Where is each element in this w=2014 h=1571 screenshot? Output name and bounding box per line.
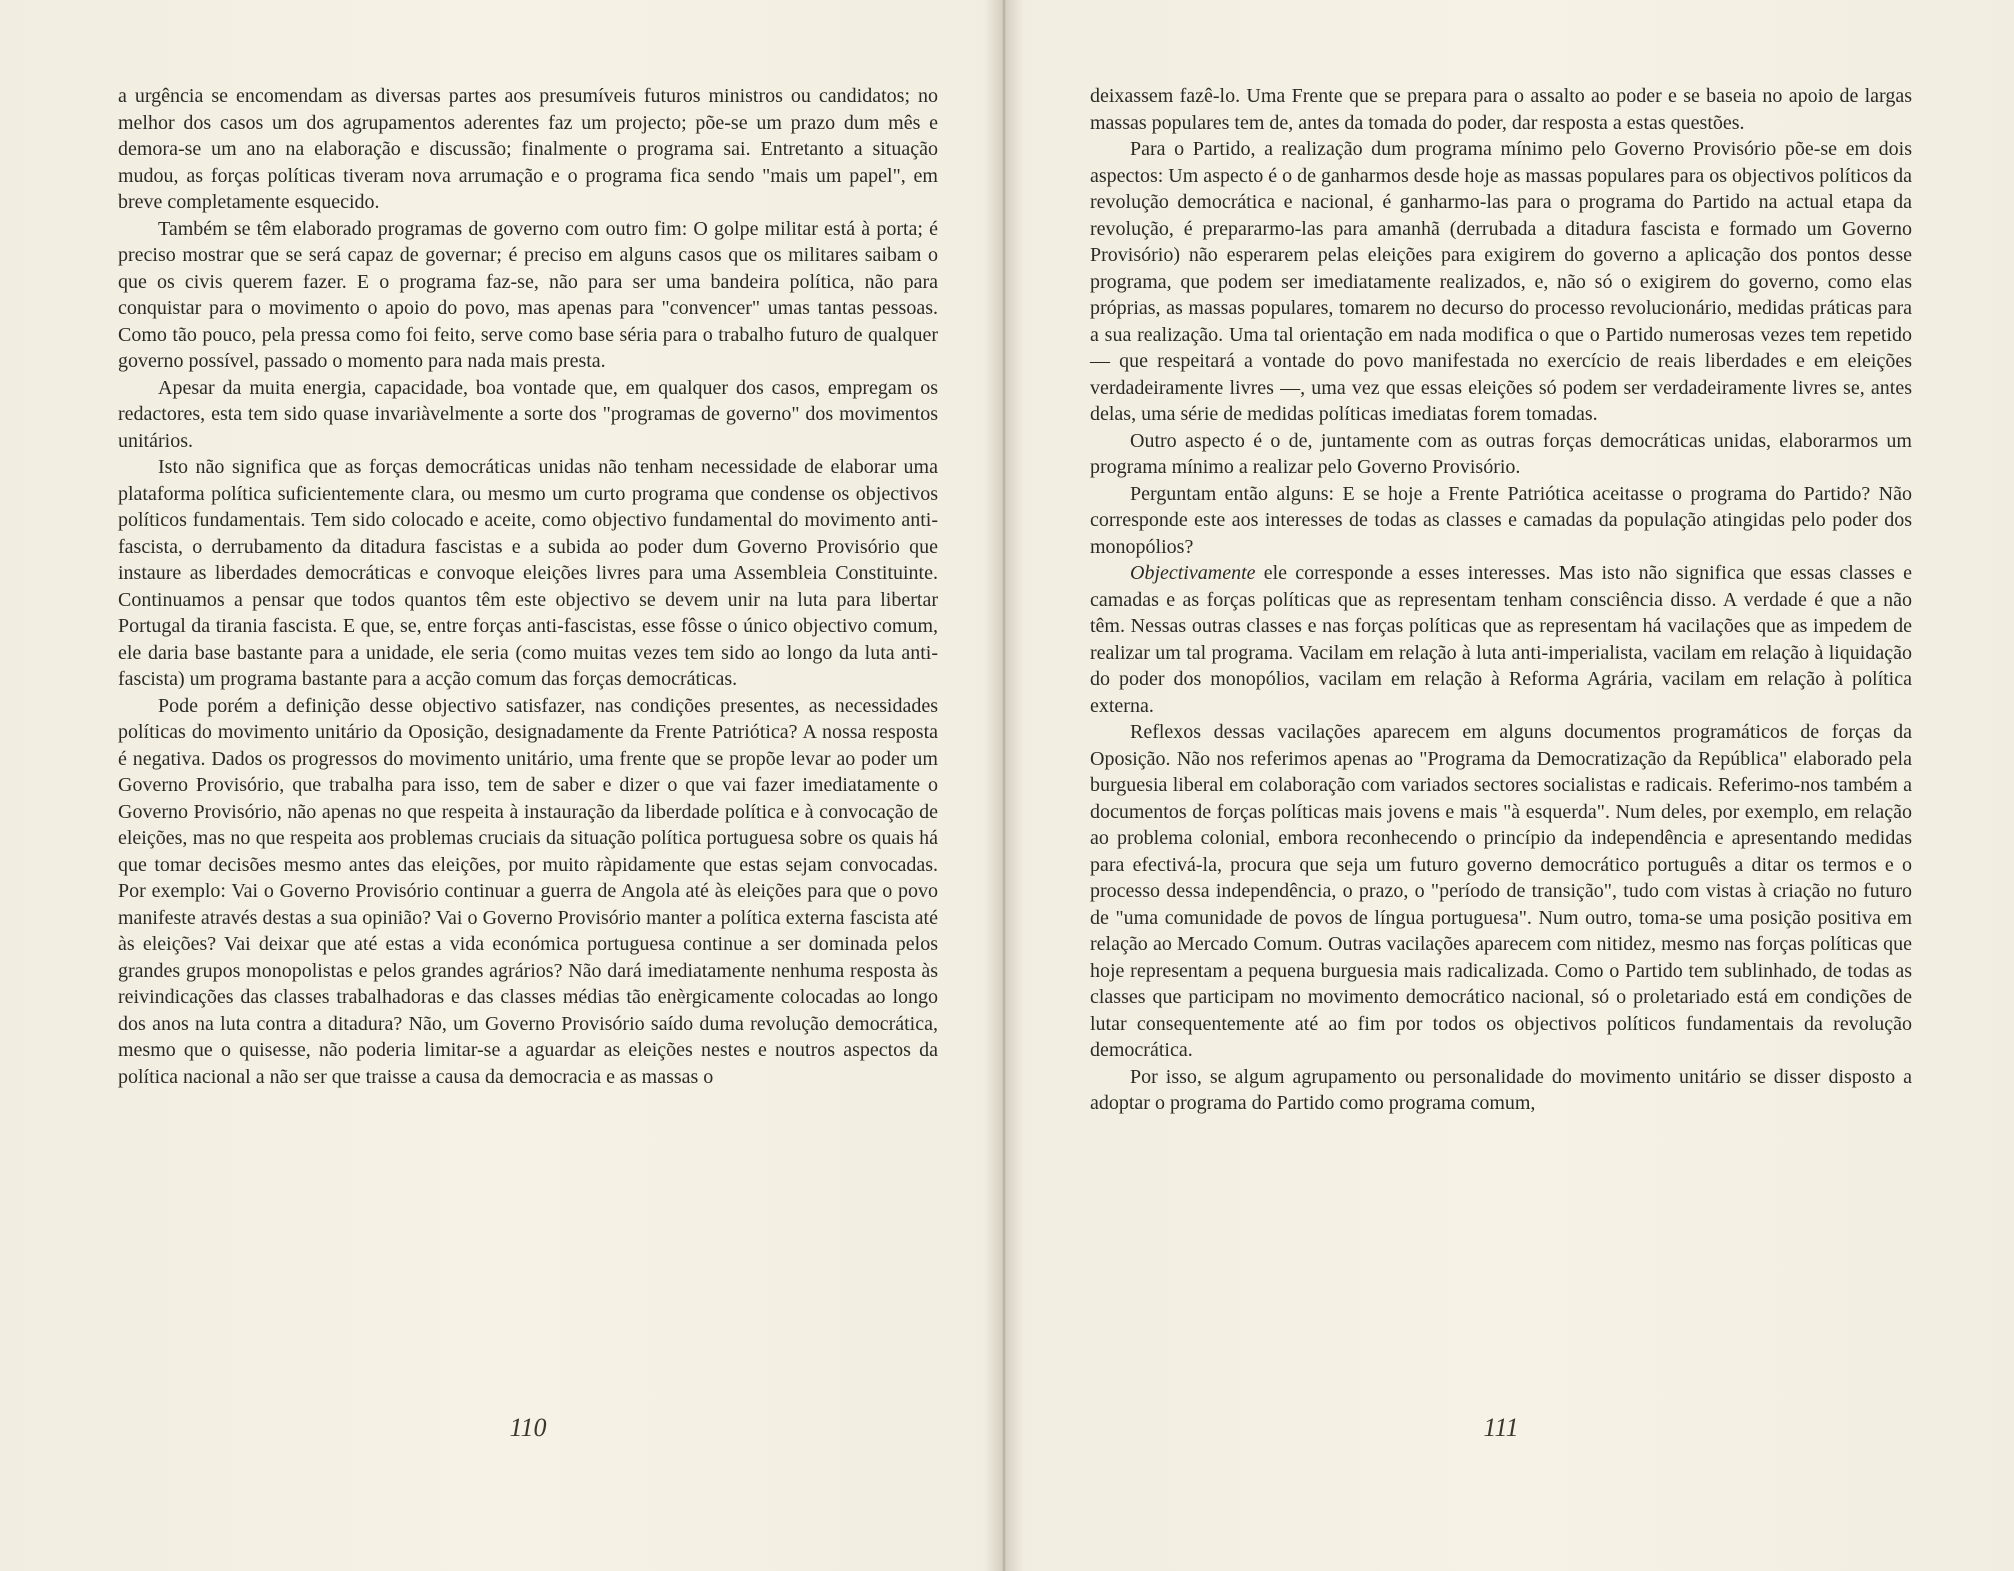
- book-gutter: [984, 0, 1024, 1571]
- page-number: 110: [509, 1413, 547, 1442]
- paragraph: Isto não significa que as forças democráticas unidas não tenham necessidade de elaborar uma plataforma política suficientemente clara, ou mesmo um curto programa que condense os objectivos políticos fundamentais. Tem sido colocado e aceite, como objectivo fundamental do movimento anti-fascista, o derrubamento da ditadura fascistas e a subida ao poder dum Governo Provisório que instaure as liberdades democráticas e convoque eleições livres para uma Assembleia Constituinte. Continuamos a pensar que todos quantos têm este objectivo se devem unir na luta para libertar Portugal da tirania fascista. E que, se, entre forças anti-fascistas, esse fôsse o único objectivo comum, ele daria base bastante para a unidade, ele seria (como muitas vezes tem sido ao longo da luta anti-fascista) um programa bastante para a acção comum das forças democráticas.: [118, 456, 938, 690]
- page-number: 111: [1483, 1413, 1519, 1442]
- left-page-text: [118, 83, 938, 1090]
- right-page-text: [1090, 83, 1912, 1117]
- paragraph: Pode porém a definição desse objectivo satisfazer, nas condições presentes, as necessidades políticas do movimento unitário da Oposição, designadamente da Frente Patriótica? A nossa resposta é negativa. Dados os progressos do movimento unitário, uma frente que se propõe levar ao poder um Governo Provisório, que trabalha para isso, tem de saber e dizer o que vai fazer imediatamente o Governo Provisório, não apenas no que respeita à instauração da liberdade política e à convocação de eleições, mas no que respeita aos problemas cruciais da situação política portuguesa sobre os quais há que tomar decisões mesmo antes das eleições, por muito ràpidamente que estas sejam convocadas. Por exemplo: Vai o Governo Provisório continuar a guerra de Angola até às eleições para que o povo manifeste através destas a sua opinião? Vai o Governo Provisório manter a política externa fascista até às eleições? Vai deixar que até estas a vida económica portuguesa continue a ser dominada pelos grandes grupos monopolistas e pelos grandes agrários? Não dará imediatamente nenhuma resposta às reivindicações das classes trabalhadoras e das classes médias tão enèrgicamente colocadas ao longo dos anos na luta contra a ditadura? Não, um Governo Provisório saído duma revolução democrática, mesmo que o quisesse, não poderia limitar-se a aguardar as eleições nestes e noutros aspectos da política nacional a não ser que traisse a causa da democracia e as massas o: [118, 694, 938, 1088]
- paragraph-objectivamente: Objectivamente ele corresponde a esses interesses. Mas isto não significa que essas classes e camadas e as forças políticas que as representam tenham consciência disso. A verdade é que a não têm. Nessas outras classes e nas forças políticas que as representam há vacilações que as impedem de realizar um tal programa. Vacilam em relação à luta anti-imperialista, vacilam em relação à liquidação do poder dos monopólios, vacilam em relação à Reforma Agrária, vacilam em relação à política externa.: [1090, 562, 1912, 717]
- left-page: [0, 0, 1004, 1571]
- right-page: [1004, 0, 2014, 1571]
- italic-lead-word: Objectivamente: [1130, 562, 1256, 584]
- paragraph: Também se têm elaborado programas de governo com outro fim: O golpe militar está à porta; é preciso mostrar que se será capaz de governar; é preciso em alguns casos que os militares saibam o que os civis querem fazer. E o programa faz-se, não para ser uma bandeira política, não para conquistar para o movimento o apoio do povo, mas apenas para "convencer" umas tantas pessoas. Como tão pouco, pela pressa como foi feito, serve como base séria para o trabalho futuro de qualquer governo possível, passado o momento para nada mais presta.: [118, 217, 938, 372]
- paragraph: a urgência se encomendam as diversas partes aos presumíveis futuros ministros ou candidatos; no melhor dos casos um dos agrupamentos aderentes faz um projecto; põe-se um prazo dum mês e demora-se um ano na elaboração e discussão; finalmente o programa sai. Entretanto a situação mudou, as forças políticas tiveram nova arrumação e o programa fica sendo "mais um papel", em breve completamente esquecido.: [118, 85, 938, 213]
- paragraph: Outro aspecto é o de, juntamente com as outras forças democráticas unidas, elaborarmos um programa mínimo a realizar pelo Governo Provisório.: [1090, 429, 1912, 478]
- paragraph: Apesar da muita energia, capacidade, boa vontade que, em qualquer dos casos, empregam os redactores, esta tem sido quase invariàvelmente a sorte dos "programas de governo" dos movimentos unitários.: [118, 376, 938, 452]
- paragraph: Para o Partido, a realização dum programa mínimo pelo Governo Provisório põe-se em dois aspectos: Um aspecto é o de ganharmos desde hoje as massas populares para os objectivos políticos da revolução democrática e nacional, é ganharmo-las para o programa do Partido na actual etapa da revolução, é prepararmo-las para amanhã (derrubada a ditadura fascista e formado um Governo Provisório) não esperarem pelas eleições para exigirem do governo a aplicação dos pontos desse programa, que podem ser imediatamente realizados, e, não só o exigirem do governo, como elas próprias, as massas populares, tomarem no decurso do processo revolucionário, medidas práticas para a sua realização. Uma tal orientação em nada modifica o que o Partido numerosas vezes tem repetido — que respeitará a vontade do povo manifestada no exercício de reais liberdades e em eleições verdadeiramente livres —, uma vez que essas eleições só podem ser verdadeiramente livres se, antes delas, uma série de medidas políticas imediatas forem tomadas.: [1090, 138, 1913, 425]
- paragraph: Reflexos dessas vacilações aparecem em alguns documentos programáticos de forças da Oposição. Não nos referimos apenas ao "Programa da Democratização da República" elaborado pela burguesia liberal em colaboração com variados sectores socialistas e radicais. Referimo-nos também a documentos de forças políticas mais jovens e mais "à esquerda". Num deles, por exemplo, em relação ao problema colonial, embora reconhecendo o princípio da independência e apresentando medidas para efectivá-la, procura que seja um futuro governo democrático português a ditar os termos e o processo dessa independência, o prazo, o "período de transição", tudo com vistas à criação no futuro de "uma comunidade de povos de língua portuguesa". Num outro, toma-se uma posição positiva em relação ao Mercado Comum. Outras vacilações aparecem com nitidez, mesmo nas forças políticas que hoje representam a pequena burguesia mais radicalizada. Como o Partido tem sublinhado, de todas as classes que participam no movimento democrático nacional, só o proletariado está em condições de lutar consequentemente até ao fim por todos os objectivos políticos fundamentais da revolução democrática.: [1090, 721, 1912, 1061]
- paragraph: Perguntam então alguns: E se hoje a Frente Patriótica aceitasse o programa do Partido? Não corresponde este aos interesses de todas as classes e camadas da população atingidas pelo poder dos monopólios?: [1090, 482, 1912, 558]
- paragraph: Por isso, se algum agrupamento ou personalidade do movimento unitário se disser disposto a adoptar o programa do Partido como programa comum,: [1090, 1065, 1912, 1114]
- paragraph: deixassem fazê-lo. Uma Frente que se prepara para o assalto ao poder e se baseia no apoio de largas massas populares tem de, antes da tomada do poder, dar resposta a estas questões.: [1090, 85, 1912, 134]
